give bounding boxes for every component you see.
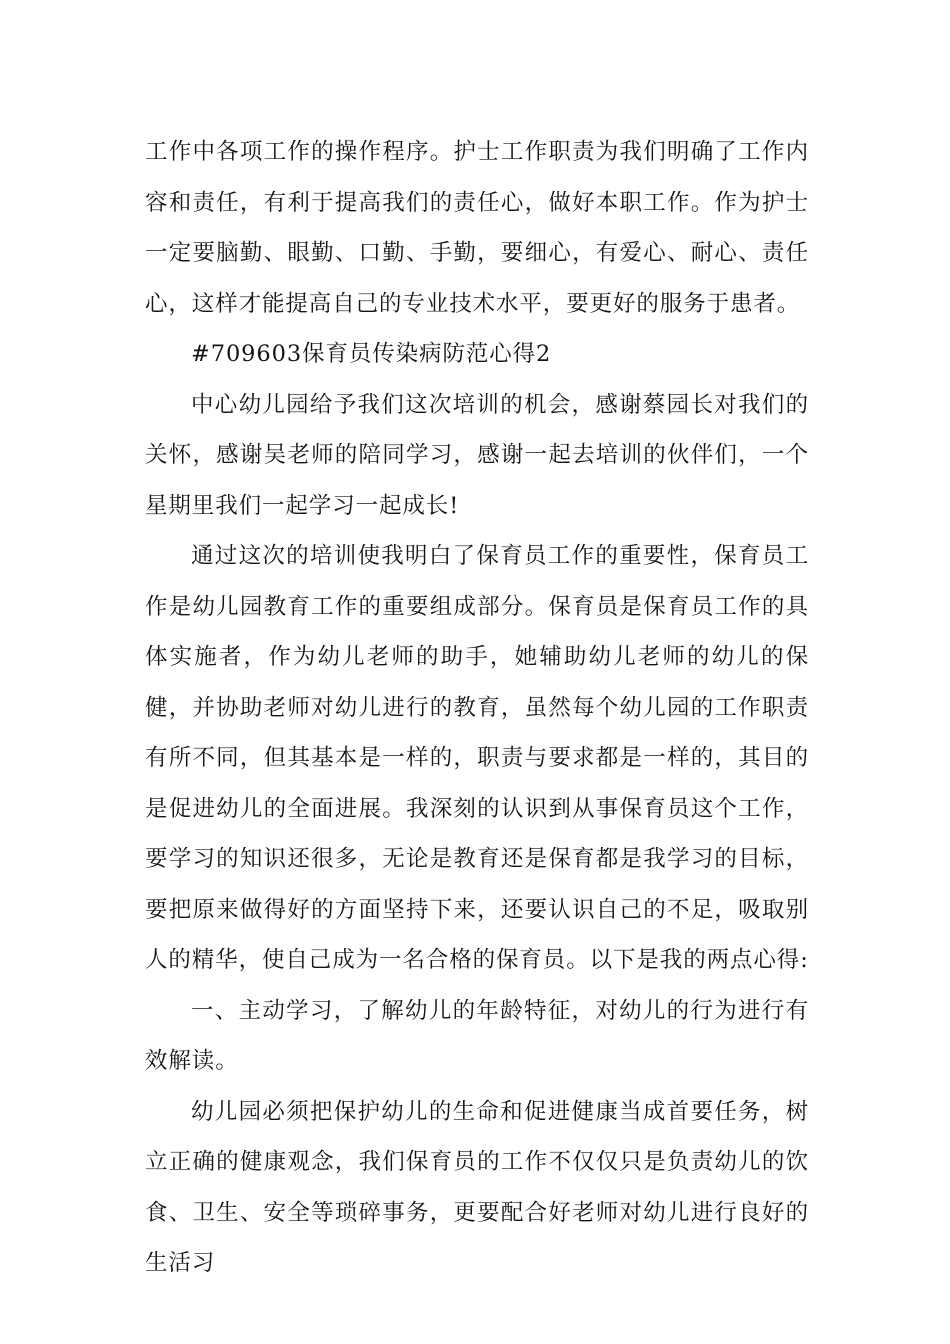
paragraph-point-one: 一、主动学习，了解幼儿的年龄特征，对幼儿的行为进行有效解读。 — [145, 997, 809, 1074]
document-body — [145, 127, 809, 1289]
section-heading: #709603保育员传染病防范心得2 — [191, 341, 552, 367]
paragraph-continued: 工作中各项工作的操作程序。护士工作职责为我们明确了工作内容和责任，有利于提高我们的责任心，做好本职工作。作为护士一定要脑勤、眼勤、口勤、手勤，要细心，有爱心、耐心、责任心，这样才能提高自己的专业技术水平，要更好的服务于患者。 — [145, 139, 809, 317]
paragraph-thanks: 中心幼儿园给予我们这次培训的机会，感谢蔡园长对我们的关怀，感谢吴老师的陪同学习，感谢一起去培训的伙伴们，一个星期里我们一起学习一起成长! — [145, 391, 809, 519]
paragraph-health: 幼儿园必须把保护幼儿的生命和促进健康当成首要任务，树立正确的健康观念，我们保育员的工作不仅仅只是负责幼儿的饮食、卫生、安全等琐碎事务，更要配合好老师对幼儿进行良好的生活习 — [145, 1098, 809, 1276]
paragraph-training: 通过这次的培训使我明白了保育员工作的重要性，保育员工作是幼儿园教育工作的重要组成部分。保育员是保育员工作的具体实施者，作为幼儿老师的助手，她辅助幼儿老师的幼儿的保健，并协助老师对幼儿进行的教育，虽然每个幼儿园的工作职责有所不同，但其基本是一样的，职责与要求都是一样的，其目的是促进幼儿的全面进展。我深刻的认识到从事保育员这个工作，要学习的知识还很多，无论是教育还是保育都是我学习的目标，要把原来做得好的方面坚持下来，还要认识自己的不足，吸取别人的精华，使自己成为一名合格的保育员。以下是我的两点心得: — [145, 543, 809, 973]
